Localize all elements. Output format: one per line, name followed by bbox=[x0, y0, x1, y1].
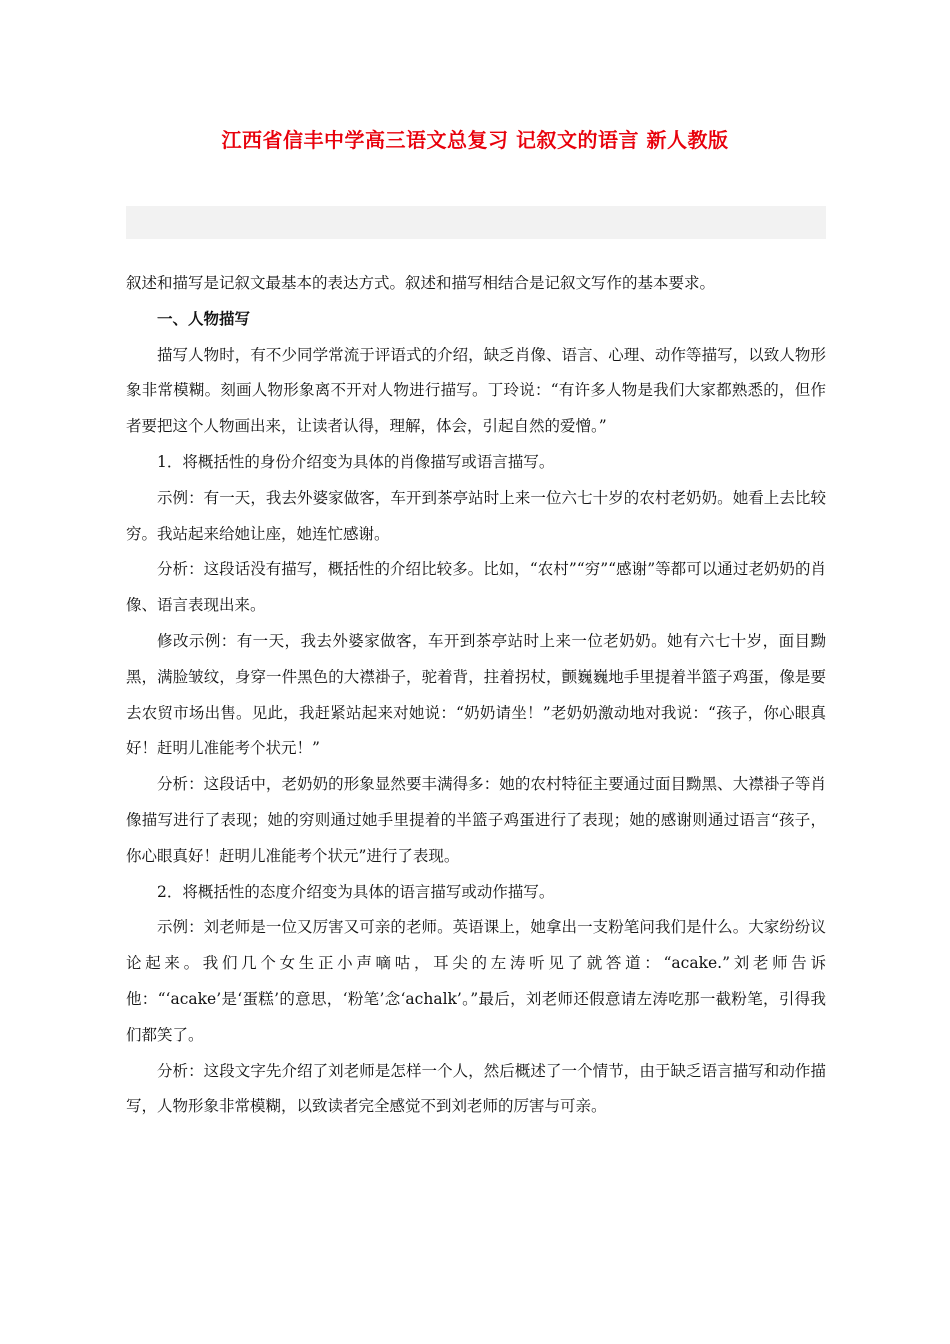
grey-band bbox=[126, 206, 826, 239]
paragraph-example: 示例：刘老师是一位又厉害又可亲的老师。英语课上，她拿出一支粉笔问我们是什么。大家纷纷议论起来。我们几个女生正小声嘀咕，耳尖的左涛听见了就答道：“acake.”刘老师告诉他：“‘acake’是‘蛋糕’的意思，‘粉笔’念‘achalk’。”最后，刘老师还假意请左涛吃那一截粉笔，引得我们都笑了。 bbox=[126, 918, 826, 1044]
section-heading: 一、人物描写 bbox=[157, 309, 251, 328]
document-body bbox=[126, 266, 826, 1125]
paragraph-revised-example: 修改示例：有一天，我去外婆家做客，车开到茶亭站时上来一位老奶奶。她有六七十岁，面目黝黑，满脸皱纹，身穿一件黑色的大襟褂子，驼着背，拄着拐杖，颤巍巍地手里提着半篮子鸡蛋，像是要去农贸市场出售。见此，我赶紧站起来对她说：“奶奶请坐！”老奶奶激动地对我说：“孩子，你心眼真好！赶明儿准能考个状元！” bbox=[126, 631, 826, 758]
paragraph-point-1: 1．将概括性的身份介绍变为具体的肖像描写或语言描写。 bbox=[157, 452, 555, 471]
paragraph-analysis: 分析：这段文字先介绍了刘老师是怎样一个人，然后概述了一个情节，由于缺乏语言描写和动作描写，人物形象非常模糊，以致读者完全感觉不到刘老师的厉害与可亲。 bbox=[126, 1061, 826, 1116]
document-title: 江西省信丰中学高三语文总复习 记叙文的语言 新人教版 bbox=[221, 128, 729, 152]
paragraph-analysis: 分析：这段话中，老奶奶的形象显然要丰满得多：她的农村特征主要通过面目黝黑、大襟褂子等肖像描写进行了表现；她的穷则通过她手里提着的半篮子鸡蛋进行了表现；她的感谢则通过语言“孩子，你心眼真好！赶明儿准能考个状元”进行了表现。 bbox=[126, 775, 826, 865]
paragraph-example: 示例：有一天，我去外婆家做客，车开到茶亭站时上来一位六七十岁的农村老奶奶。她看上去比较穷。我站起来给她让座，她连忙感谢。 bbox=[126, 488, 826, 543]
paragraph-intro: 叙述和描写是记叙文最基本的表达方式。叙述和描写相结合是记叙文写作的基本要求。 bbox=[126, 274, 716, 292]
paragraph-point-2: 2．将概括性的态度介绍变为具体的语言描写或动作描写。 bbox=[157, 882, 555, 901]
paragraph: 描写人物时，有不少同学常流于评语式的介绍，缺乏肖像、语言、心理、动作等描写，以致人物形象非常模糊。刻画人物形象离不开对人物进行描写。丁玲说：“有许多人物是我们大家都熟悉的，但作者要把这个人物画出来，让读者认得，理解，体会，引起自然的爱憎。” bbox=[126, 345, 826, 436]
paragraph-analysis: 分析：这段话没有描写，概括性的介绍比较多。比如，“农村”“穷”“感谢”等都可以通过老奶奶的肖像、语言表现出来。 bbox=[126, 560, 826, 615]
